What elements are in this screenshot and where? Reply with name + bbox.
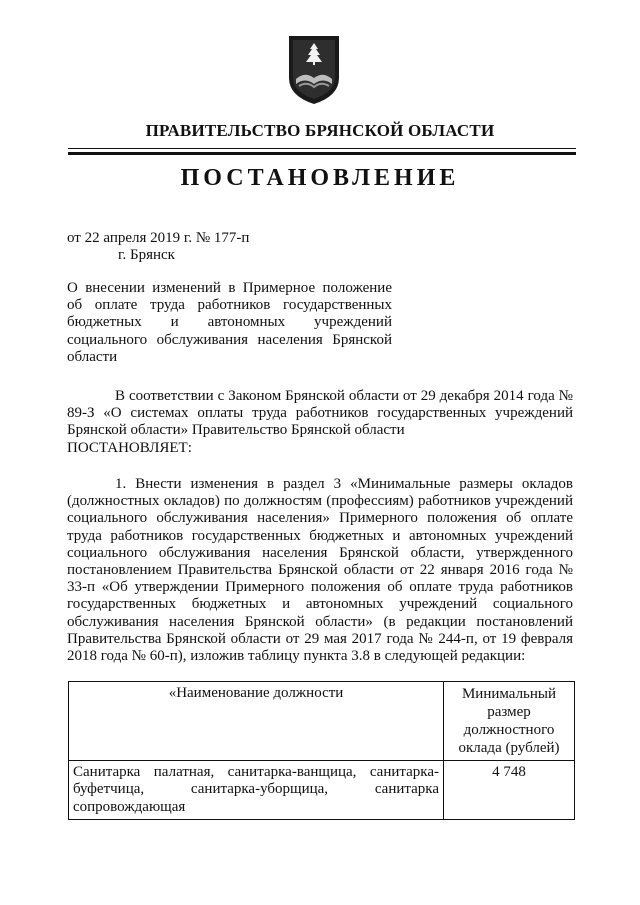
authority-title: ПРАВИТЕЛЬСТВО БРЯНСКОЙ ОБЛАСТИ	[145, 121, 495, 140]
table-header-row	[69, 682, 575, 761]
document-type-title: ПОСТАНОВЛЕНИЕ	[180, 165, 460, 191]
preamble-block	[67, 388, 573, 457]
table-header-salary: Минимальный размер должностного оклада (рублей)	[444, 682, 575, 761]
table-row	[69, 761, 575, 820]
header-divider-thick	[68, 152, 576, 155]
preamble-paragraph: В соответствии с Законом Брянской области от 29 декабря 2014 года № 89-З «О системах оплаты труда работников государственных учреждений Брянской области» Правительство Брянской области	[67, 388, 573, 439]
decree-word: ПОСТАНОВЛЯЕТ:	[67, 439, 192, 456]
coat-of-arms-icon	[285, 34, 343, 106]
document-city: г. Брянск	[118, 247, 175, 263]
document-dateline: от 22 апреля 2019 г. № 177-п	[67, 230, 250, 246]
position-salary-table	[68, 681, 575, 820]
table-cell-position: Санитарка палатная, санитарка-ванщица, санитарка-буфетчица, санитарка-уборщица, санитарка сопровождающая	[69, 761, 444, 820]
header-divider-thin	[68, 148, 576, 149]
document-subject: О внесении изменений в Примерное положение об оплате труда работников государственных бюджетных и автономных учреждений социального обслуживания населения Брянской области	[67, 280, 392, 365]
table-cell-salary: 4 748	[444, 761, 575, 820]
item-1-paragraph: 1. Внести изменения в раздел 3 «Минимальные размеры окладов (должностных окладов) по должностям (профессиям) работников учреждений социального обслуживания населения» Примерного положения об оплате труда работников государственных бюджетных и автономных учреждений социального обслуживания населения Брянской области, утвержденного постановлением Правительства Брянской области от 22 января 2016 года № 33-п «Об утверждении Примерного положения об оплате труда работников государственных бюджетных и автономных учреждений социального обслуживания населения Брянской области» (в редакции постановлений Правительства Брянской области от 29 мая 2017 года № 244-п, от 19 февраля 2018 года № 60-п), изложив таблицу пункта 3.8 в следующей редакции:	[67, 476, 573, 665]
table-header-position: «Наименование должности	[69, 682, 444, 761]
